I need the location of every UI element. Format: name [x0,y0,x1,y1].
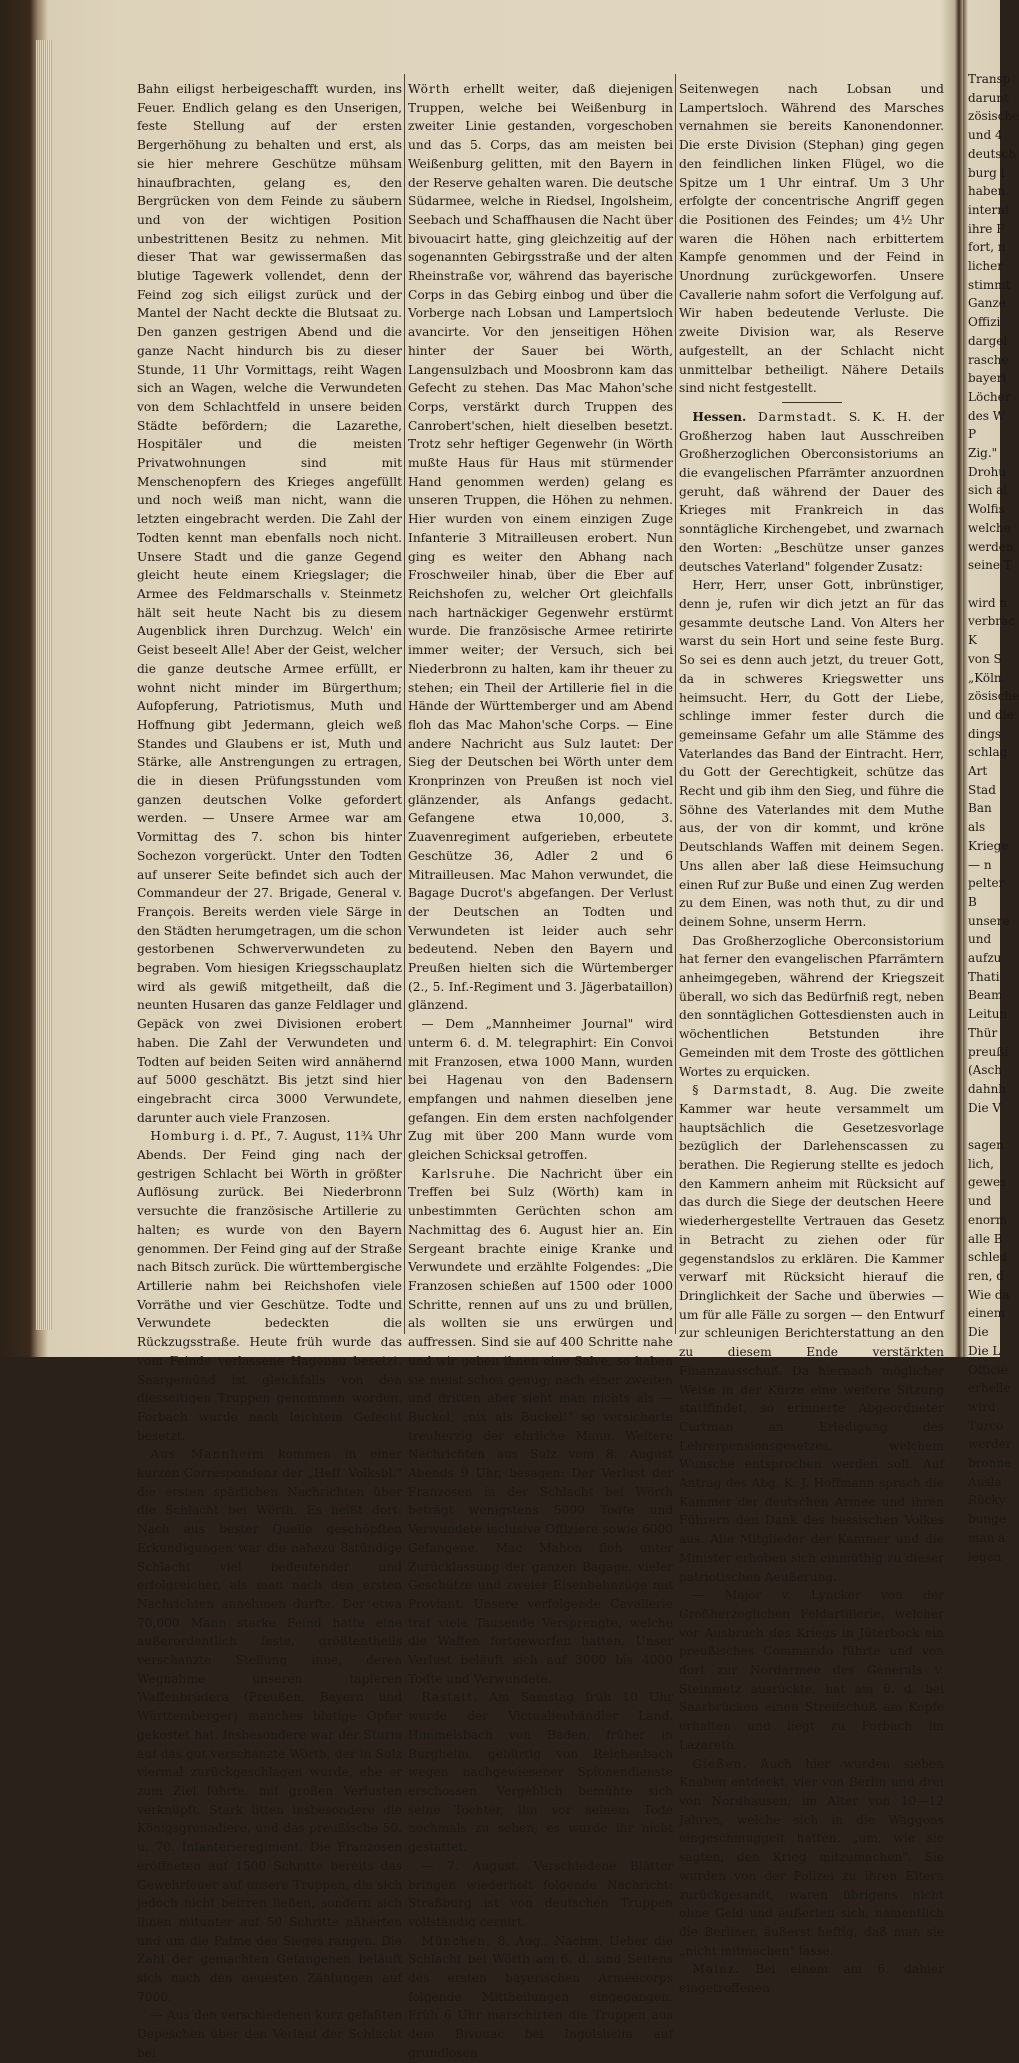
sliver-line: wird n [968,595,1008,610]
article-karlsruhe [408,1165,673,1689]
article-text: Auch hier wurden sieben Knaben entdeckt, vier von Berlin und drei von Nordhausen, im Alter von 10—12 Jahren, welche sich in die Waggons eingeschmuggelt hatten, „um, wie sie sagten, den Krieg mitzumachen". Sie wurden von der Polizei zu ihren Eltern zurückgesandt, waren übrigens nicht ohne Geld und äußerten sich, namentlich die Berliner, äußerst heftig, daß man sie „nicht mitmachen" lasse. [679,1756,944,1958]
section-divider [782,402,842,403]
sliver-line: und die [968,707,1014,722]
book-page-edges [36,40,52,1330]
dateline: Rastatt. [421,1690,479,1705]
dateline: Mainz. [692,1962,741,1977]
sliver-line [968,1117,1000,1136]
sliver-line: ren, d [968,1269,1004,1283]
article-text: — Major v. Lyncker von der Großherzoglichen Feldartillerie, welcher vor Ausbruch des Kriegs in Jüterbock ein preußisches Commando führte und von dort zur Nordarmee des Generals v. Steinmetz ausrückte, hat am 6. d. bei Saarbrücken einen Streifschuß am Kopfe erhalten und liegt zu Forbach im Lazareth. [679,1588,944,1752]
sliver-line: einem [968,1306,1006,1321]
sliver-line: B [968,894,977,909]
sliver-line: Ganze [968,296,1006,311]
sliver-line: legen [968,1549,1002,1564]
sliver-line: bronne [968,1456,1012,1471]
sliver-line: zösische [968,689,1019,704]
sliver-line: preußi [968,1044,1009,1059]
sliver-line: Stad [968,782,996,797]
sliver-line: licher [968,259,1003,274]
article-text: Die Nachricht über ein Treffen bei Sulz (Wörth) kam in unbestimmten Gerüchten schon am Nachmittag des 6. August hier an. Ein Sergeant brachte einige Kranke und Verwundete und erzählte Folgendes: „Die Franzosen schießen auf 1500 oder 1000 Schritte, rennen auf uns zu und brüllen, als wollten sie uns erwürgen und auffressen. Sind sie auf 400 Schritte nahe und wir geben ihnen eine Salve, so haben sie meist schon genug; nach einer zweiten und dritten aber sieht man nichts als — Buckel, „nix als Buckel!" so versicherte treuherzig der ehrliche Mann. Weitere Nachrichten aus Sulz vom 8. August Abends 9 Uhr, besagen: Der Verlust der Franzosen in der Schlacht bei Wörth beträgt wenigstens 5000 Todte und Verwundete inclusive Offiziere sowie 6000 Gefangene. Mac Mahon floh unter Zurücklassung der ganzen Bagage, vieler Geschütze und zweier Eisenbahnzüge mit Proviant. Unsere verfolgende Cavallerie traf viele Tausende Versprengte, welche die Waffen fortgeworfen hatten. Unser Verlust beläuft sich auf 3000 bis 4000 Todte und Verwundete. [408,1166,673,1686]
article-text: kommen in einer kurzen Correspondenz der „Heff. Volksbl." die ersten spärlichen Nachrichten über die Schlacht bei Wörth. Es heißt dort: Nach aus bester Quelle geschöpften Erkundigungen war die nahezu 8stündige Schlacht viel bedeutender und erfolgreicher, als man nach den ersten Nachrichten annehmen durfte. Der etwa 70,000 Mann starke Feind hatte eine außerordentlich feste, größtentheils verschanzte Stellung inne, deren Wegnahme unseren tapferen Waffenbrüdera (Preußen, Bayern und Württemberger) manches blutige Opfer gekostet hat. Insbesondere war der Sturm auf das gut verschanzte Wörth, der in Sulz viermal zurückgeschlagen wurde, ehe er zum Ziel führte, mit großen Verlusten verknüpft. Stark litten insbesondere die Königsgrenadiere, und das preußische 50. u. 70. Infanterieregiment. Die Franzosen eröffneten auf 1500 Schritte bereits das Gewehrfeuer auf unsere Truppen, die sich jedoch nicht beirren ließen, sondern sich ihnen mitunter auf 50 Schritte näherten und um die Palme des Sieges rangen. Die Zahl der gemachten Gefangenen beläuft sich nach den neuesten Zählungen auf 7000. [137,1447,402,2004]
sliver-line: pelter [968,876,1005,891]
sliver-line: Thati [968,969,1000,984]
sliver-line: „Köln. [968,670,1006,685]
article-mainz [679,1960,944,1997]
sliver-line: unsere [968,913,1010,928]
sliver-line: sagen [968,1138,1004,1153]
dateline: Wörth [408,82,451,96]
article-text: S. K. H. der Großherzog haben laut Ausschreiben Großherzoglichen Oberconsistoriums an die evangelischen Pfarrämter anzuordnen geruht, daß während der Dauer des Krieges mit Frankreich in das sonntägliche Kirchengebet, und zwarnach den Worten: „Beschütze unser ganzes deutsches Vaterland" folgender Zusatz: [679,409,945,574]
sliver-line: (Asch [968,1063,1002,1078]
article-text: — Aus den verschiedenen kurz gefaßten Depeschen über den Verlauf der Schlacht bei [137,2008,402,2060]
article-text: Am Samstag früh 10 Uhr wurde der Victualienhändler Land. Himmelsbach von Baden, früher in Burgheim, gebürtig von Reichenbach wegen nachgewiesener Spionendienste erschossen. Vergeblich bemühte sich seine Tochter, ihn vor seinem Tode nochmals zu sehen; es wurde ihr nicht gestattet. [408,1690,673,1855]
sliver-line: und [968,1194,992,1209]
article-text: Seitenwegen nach Lobsan und Lampertsloch. Während des Marsches vernahmen sie bereits Kanonendonner. Die erste Division (Stephan) ging gegen den feindlichen linken Flügel, wo die Spitze um 1 Uhr eintraf. Um 3 Uhr erfolgte der concentrische Angriff gegen die Positionen des Feindes; um 4½ Uhr waren die Höhen nach erbittertem Kampfe genommen und der Feind in Unordnung zurückgeworfen. Unsere Cavallerie nahm sofort die Verfolgung auf. Wir haben bedeutende Verluste. Die zweite Division war, als Reserve aufgestellt, an der Schlacht nicht unmittelbar betheiligt. Nähere Details sind nicht festgestellt. [679,82,944,396]
sliver-line: dahnh [968,1081,1007,1096]
prayer-text: Herr, Herr, unser Gott, inbrünstiger, denn je, rufen wir dich jetzt an für das gesammte deutsche Land. Von Alters her warst du sein Hort und seine feste Burg. So sei es denn auch jetzt, du treuer Gott, da in schweres Kriegswetter uns heimsucht. Herr, du Gott der Liebe, schlinge immer fester durch die gemeinsame Gefahr um alle Stämme des Vaterlandes das Band der Eintracht. Herr, du Gott der Gerechtigkeit, schütze das Recht und gib ihm den Sieg, und führe die Söhne des Vaterlandes mit dem Muthe aus, der von dir kommt, und kröne Deutschlands Waffen mit deinem Segen. Uns allen aber laß diese Heimsuchung einen Ruf zur Buße und einen Zug werden zu dem Einen, was noth thut, zu dir und deinem Sohne, unserm Herrn. [679,578,944,929]
sliver-line: Offizi [968,315,1001,330]
sliver-line: Beam [968,988,1003,1003]
article-muenchen [408,1932,673,2063]
article-text: — 7. August. Verschiedene Blätter bringen wiederholt folgende Nachricht: Straßburg ist von deutschen Truppen vollständig cernirt. [408,1858,673,1929]
sliver-line: und [968,932,992,947]
dateline: § Darmstadt, [692,1083,793,1098]
sliver-line: Kriege [968,838,1009,853]
dateline: Darmstadt. [757,409,838,424]
sliver-line: dargel [968,333,1008,348]
article-text: erhellt weiter, daß diejenigen Truppen, welche bei Weißenburg in zweiter Linie gestanden, vorgeschoben und das 5. Corps, das am meisten bei Weißenburg gelitten, mit den Bayern in der Reserve gehalten waren. Die deutsche Südarmee, welche in Riedsel, Ingolsheim, Seebach und Schaffhausen die Nacht über bivouacirt hatte, ging gleichzeitig auf der sogenannten Gebirgsstraße und der alten Rheinstraße vor, während das bayerische Corps in das Gebirg einbog und über die Vorberge nach Lobsan und Lampertsloch avancirte. Vor den jenseitigen Höhen hinter der Sauer bei Wörth, Langensulzbach und Moosbronn kam das Gefecht zu stehen. Das Mac Mahon'sche Corps, verstärkt durch Truppen des Canrobert'schen, hielt dieselben besetzt. Trotz sehr heftiger Gegenwehr (in Wörth mußte Haus für Haus mit stürmender Hand genommen werden) gelang es unseren Truppen, die Höhen zu nehmen. Hier wurden von einem einzigen Zuge Infanterie 3 Mitrailleusen erobert. Nun ging es weiter den Abhang nach Froschweiler hinab, über die Eber auf Reichshofen zu, welcher Ort gleichfalls nach hartnäckiger Gegenwehr erstürmt wurde. Die französische Armee retirirte immer weiter; der Versuch, sich bei Niederbronn zu halten, kam ihr theuer zu stehen; ein Theil der Artillerie fiel in die Hände der Württemberger und am Abend floh das Mac Mahon'sche Corps. — Eine andere Nachricht aus Sulz lautet: Der Sieg der Deutschen bei Wörth unter dem Kronprinzen von Preußen ist noch viel glänzender, als Anfangs gedacht. Gefangene etwa 10,000, 3. Zuavenregiment aufgerieben, erbeutete Geschütze 36, Adler 2 und 6 Mitrailleusen. Mac Mahon verwundet, die Bagage Ducrot's abgefangen. Der Verlust der Deutschen an Todten und Verwundeten ist leider auch sehr bedeutend. Neben den Bayern und Preußen hielten sich die Würtemberger (2., 5. Inf.-Regiment und 3. Jägerbataillon) glänzend. [408,82,673,1013]
sliver-line: P [968,427,977,442]
sliver-line: lich, [968,1156,994,1171]
sliver-line: Löcher [968,389,1011,404]
dateline: Karlsruhe. [421,1166,497,1181]
article-mannheim [137,1445,402,2006]
sliver-line: Officie [968,1362,1008,1377]
sliver-line: Transp [968,72,1011,86]
sliver-line: stimmt [968,277,1011,292]
article-homburg [137,1127,402,1445]
sliver-line: Thür [968,1025,998,1040]
sliver-line: — n [968,857,992,872]
article-hessen [679,408,944,576]
dateline: Homburg [150,1129,217,1144]
sliver-line [968,575,1000,594]
sliver-line: verbrac [968,614,1015,629]
sliver-line: deutsch [968,146,1016,161]
article-text: Das Großherzogliche Oberconsistorium hat ferner den evangelischen Pfarrämtern anheimgegeben, während der Kriegszeit überall, wo sich das Bedürfniß regt, neben den sonntäglichen Gottesdiensten auch in wöchentlichen Betstunden ihre Gemeinden mit dem Troste des göttlichen Wortes zu erquicken. [679,933,944,1079]
sliver-line: bunge [968,1512,1006,1527]
sliver-line: werder [968,1437,1012,1452]
sliver-line: Die V [968,1100,1002,1115]
sliver-line: von S [968,651,1002,666]
newspaper-page [130,70,960,2060]
sliver-line: interni [968,202,1009,217]
sliver-line: Leitun [968,1007,1008,1022]
article-text: Bahn eiligst herbeigeschafft wurden, ins Feuer. Endlich gelang es den Unserigen, feste Stellung auf der ersten Bergerhöhung zu behalten und erst, als sie hier mehrere Geschütze mühsam hinaufbrachten, gelang es, den Bergrücken von dem Feinde zu säubern und von der wichtigen Position unbestrittenen Besitz zu nehmen. Mit dieser That war gewissermaßen das blutige Tagewerk vollendet, denn der Feind zog sich eiligst zurück und der Mantel der Nacht deckte die Blutsaat zu. Den ganzen gestrigen Abend und die ganze Nacht hindurch bis zu dieser Stunde, 11 Uhr Vormittags, reiht Wagen sich an Wagen, welche die Verwundeten von dem Schlachtfeld in unsere beiden Städte befördern; die Lazarethe, Hospitäler und die meisten Privatwohnungen sind mit Menschenopfern des Krieges angefüllt und noch weiß man nicht, wann die letzten eingebracht werden. Die Zahl der Todten kennt man ebenfalls noch nicht. Unsere Stadt und die ganze Gegend gleicht heute einem Kriegslager; die Armee des Feldmarschalls v. Steinmetz hält seit heute Nacht bis zu diesem Augenblick ihren Durchzug. Welch' ein Geist beseelt Alle! Aber der Geist, welcher die ganze deutsche Armee erfüllt, er wohnt nicht minder im Bürgerthum; Aufopferung, Patriotismus, Muth und Hoffnung gibt Jedermann, gleich weß Standes und Glaubens er ist, Muth und Stärke, alle Anstrengungen zu ertragen, die in diesen Prüfungsstunden vom ganzen deutschen Volke gefordert werden. — Unsere Armee war am Vormittag des 7. schon bis hinter Sochezon vorgerückt. Unter den Todten auf unserer Seite befindet sich auch der Commandeur der 27. Brigade, General v. François. Bereits werden viele Särge in den Städten herumgetragen, um die schon gestorbenen Schwerverwundeten zu begraben. Vom hiesigen Kriegsschauplatz wird als gewiß mitgetheilt, daß die neunten Husaren das ganze Feldlager und Gepäck von zwei Divisionen erobert haben. Die Zahl der Verwundeten und Todten auf beiden Seiten wird annähernd auf 5000 geschätzt. Bis jetzt sind hier eingebracht circa 3000 Verwundete, darunter auch viele Franzosen. [137,82,402,1125]
article-text: 8. Aug., Nachm. Ueber die Schlacht bei Wörth am 6. d. sind Seitens des ersten bayerischen Armeecorps folgende Mittheilungen eingegangen. Früh 6 Uhr marschirten die Truppen aus dem Bivouac bei Ingolsheim auf grundlosen [408,1933,673,2060]
sliver-line: Ban [968,801,992,816]
sliver-line: seine T [968,558,1012,573]
sliver-line: rasche [968,352,1009,367]
article-text: Bei einem am 6. dahier eingetroffenen [679,1962,944,1996]
article-text: — Dem „Mannheimer Journal" wird unterm 6. d. M. telegraphirt: Ein Convoi mit Franzosen, etwa 1000 Mann, wurden bei Hagenau von den Badensern empfangen und nahmen dieselben jene gefangen. Ein dem ersten nachfolgender Zug mit über 200 Mann wurde vom gleichen Schicksal getroffen. [408,1017,673,1163]
dateline: Aus Mannheim [150,1447,265,1462]
sliver-line: enorm [968,1212,1008,1227]
sliver-line: Zig." [968,446,998,461]
sliver-line: Wie da [968,1287,1010,1302]
sliver-line: Die [968,1325,989,1340]
sliver-line: sich al [968,483,1008,498]
dateline: München, [421,1933,492,1948]
sliver-line: Rücky [968,1493,1006,1508]
article-rastatt [408,1688,673,1856]
sliver-line: bayeri [968,371,1007,386]
column-rule [404,74,405,1334]
dateline: Gießen. [692,1756,748,1771]
sliver-line: Drohu [968,464,1007,479]
sliver-line: erhelle [968,1381,1011,1396]
sliver-line: fort, n [968,240,1006,255]
article-text: i. d. Pf., 7. August, 11¾ Uhr Abends. Der Feind ging nach der gestrigen Schlacht bei Wörth in größter Auflösung zurück. Bei Niederbronn versuchte die französische Artillerie zu halten; es wurde von den Bayern genommen. Der Feind ging auf der Straße nach Bitsch zurück. Die württembergische Artillerie nahm bei Reichshofen viele Vorräthe und vier Geschütze. Todte und Verwundete bedeckten die Rückzugsstraße. Heute früh wurde das vom Feinde verlassene Hagenau besetzt. Saargemünd ist gleichfalls von den diesseitigen Truppen genommen worden. Forbach wurde nach leichtem Gefecht besetzt. [137,1129,402,1443]
sliver-line: welche [968,520,1011,535]
sliver-line: wird [968,1399,996,1414]
sliver-line: Turco [968,1418,1004,1433]
column-rule [675,74,676,1334]
column-1 [137,80,402,2060]
sliver-line: Wolfis [968,502,1005,517]
sliver-line: alle B [968,1231,1003,1246]
next-page-sliver [968,70,1019,1564]
sliver-line: K [968,633,977,648]
column-3 [679,80,945,1996]
section-heading: Hessen. [692,409,747,424]
article-text: 8. Aug. Die zweite Kammer war heute versammelt um hauptsächlich die Gesetzesvorlage bezüglich der Darlehenscassen zu berathen. Die Regierung stellte es jedoch den Kammern anheim mit Rücksicht auf das durch die Siege der deutschen Heere wiederhergestellte Vertrauen das Gesetz in Betracht zu ziehen oder für gegenstandslos zu erklären. Die Kammer verwarf mit Rücksicht hierauf die Dringlichkeit der Sache und überwies — um für alle Fälle zu sorgen — den Entwurf zur schleunigen Berichterstattung an den zu diesem Ende verstärkten Finanzausschuß. Da hiernach möglicher Weise in der Kürze eine weitere Sitzung stattfindet, so erinnerte Abgeordneter Curtman an Erledigung des Lehrerpensionsgesetzes, welchem Wunsche entsprochen werden soll. Auf Antrag des Abg. K. J. Hoffmann sprach die Kammer der deutschen Armee und ihren Führern den Dank des hessischen Volkes aus. Alle Mitglieder der Kammer und die Minister erhoben sich einmüthig zu dieser patriotischen Aeußerung. [679,1083,945,1584]
sliver-line: man a [968,1530,1006,1545]
sliver-line: als [968,820,986,835]
sliver-line: Die L [968,1343,1001,1358]
sliver-line: dings [968,726,1002,741]
sliver-line: Art [968,764,988,779]
article-woerth [408,80,673,1015]
sliver-line: des W [968,408,1006,423]
article-giessen [679,1755,944,1961]
sliver-line: schled [968,1250,1008,1265]
sliver-line: ihre F [968,221,1005,236]
article-darmstadt-kammer [679,1081,944,1586]
sliver-line: zösische [968,109,1019,124]
sliver-line: schlag [968,745,1008,760]
sliver-line: haben. [968,184,1010,199]
sliver-line: darunt [968,90,1009,105]
sliver-line: burg i [968,165,1005,180]
sliver-line: gewes [968,1175,1007,1190]
sliver-line: werden [968,539,1014,554]
sliver-line: Ausla [968,1474,1002,1489]
sliver-line: und 4 [968,128,1003,143]
column-2 [408,80,673,2060]
sliver-line: aufzu [968,951,1002,966]
